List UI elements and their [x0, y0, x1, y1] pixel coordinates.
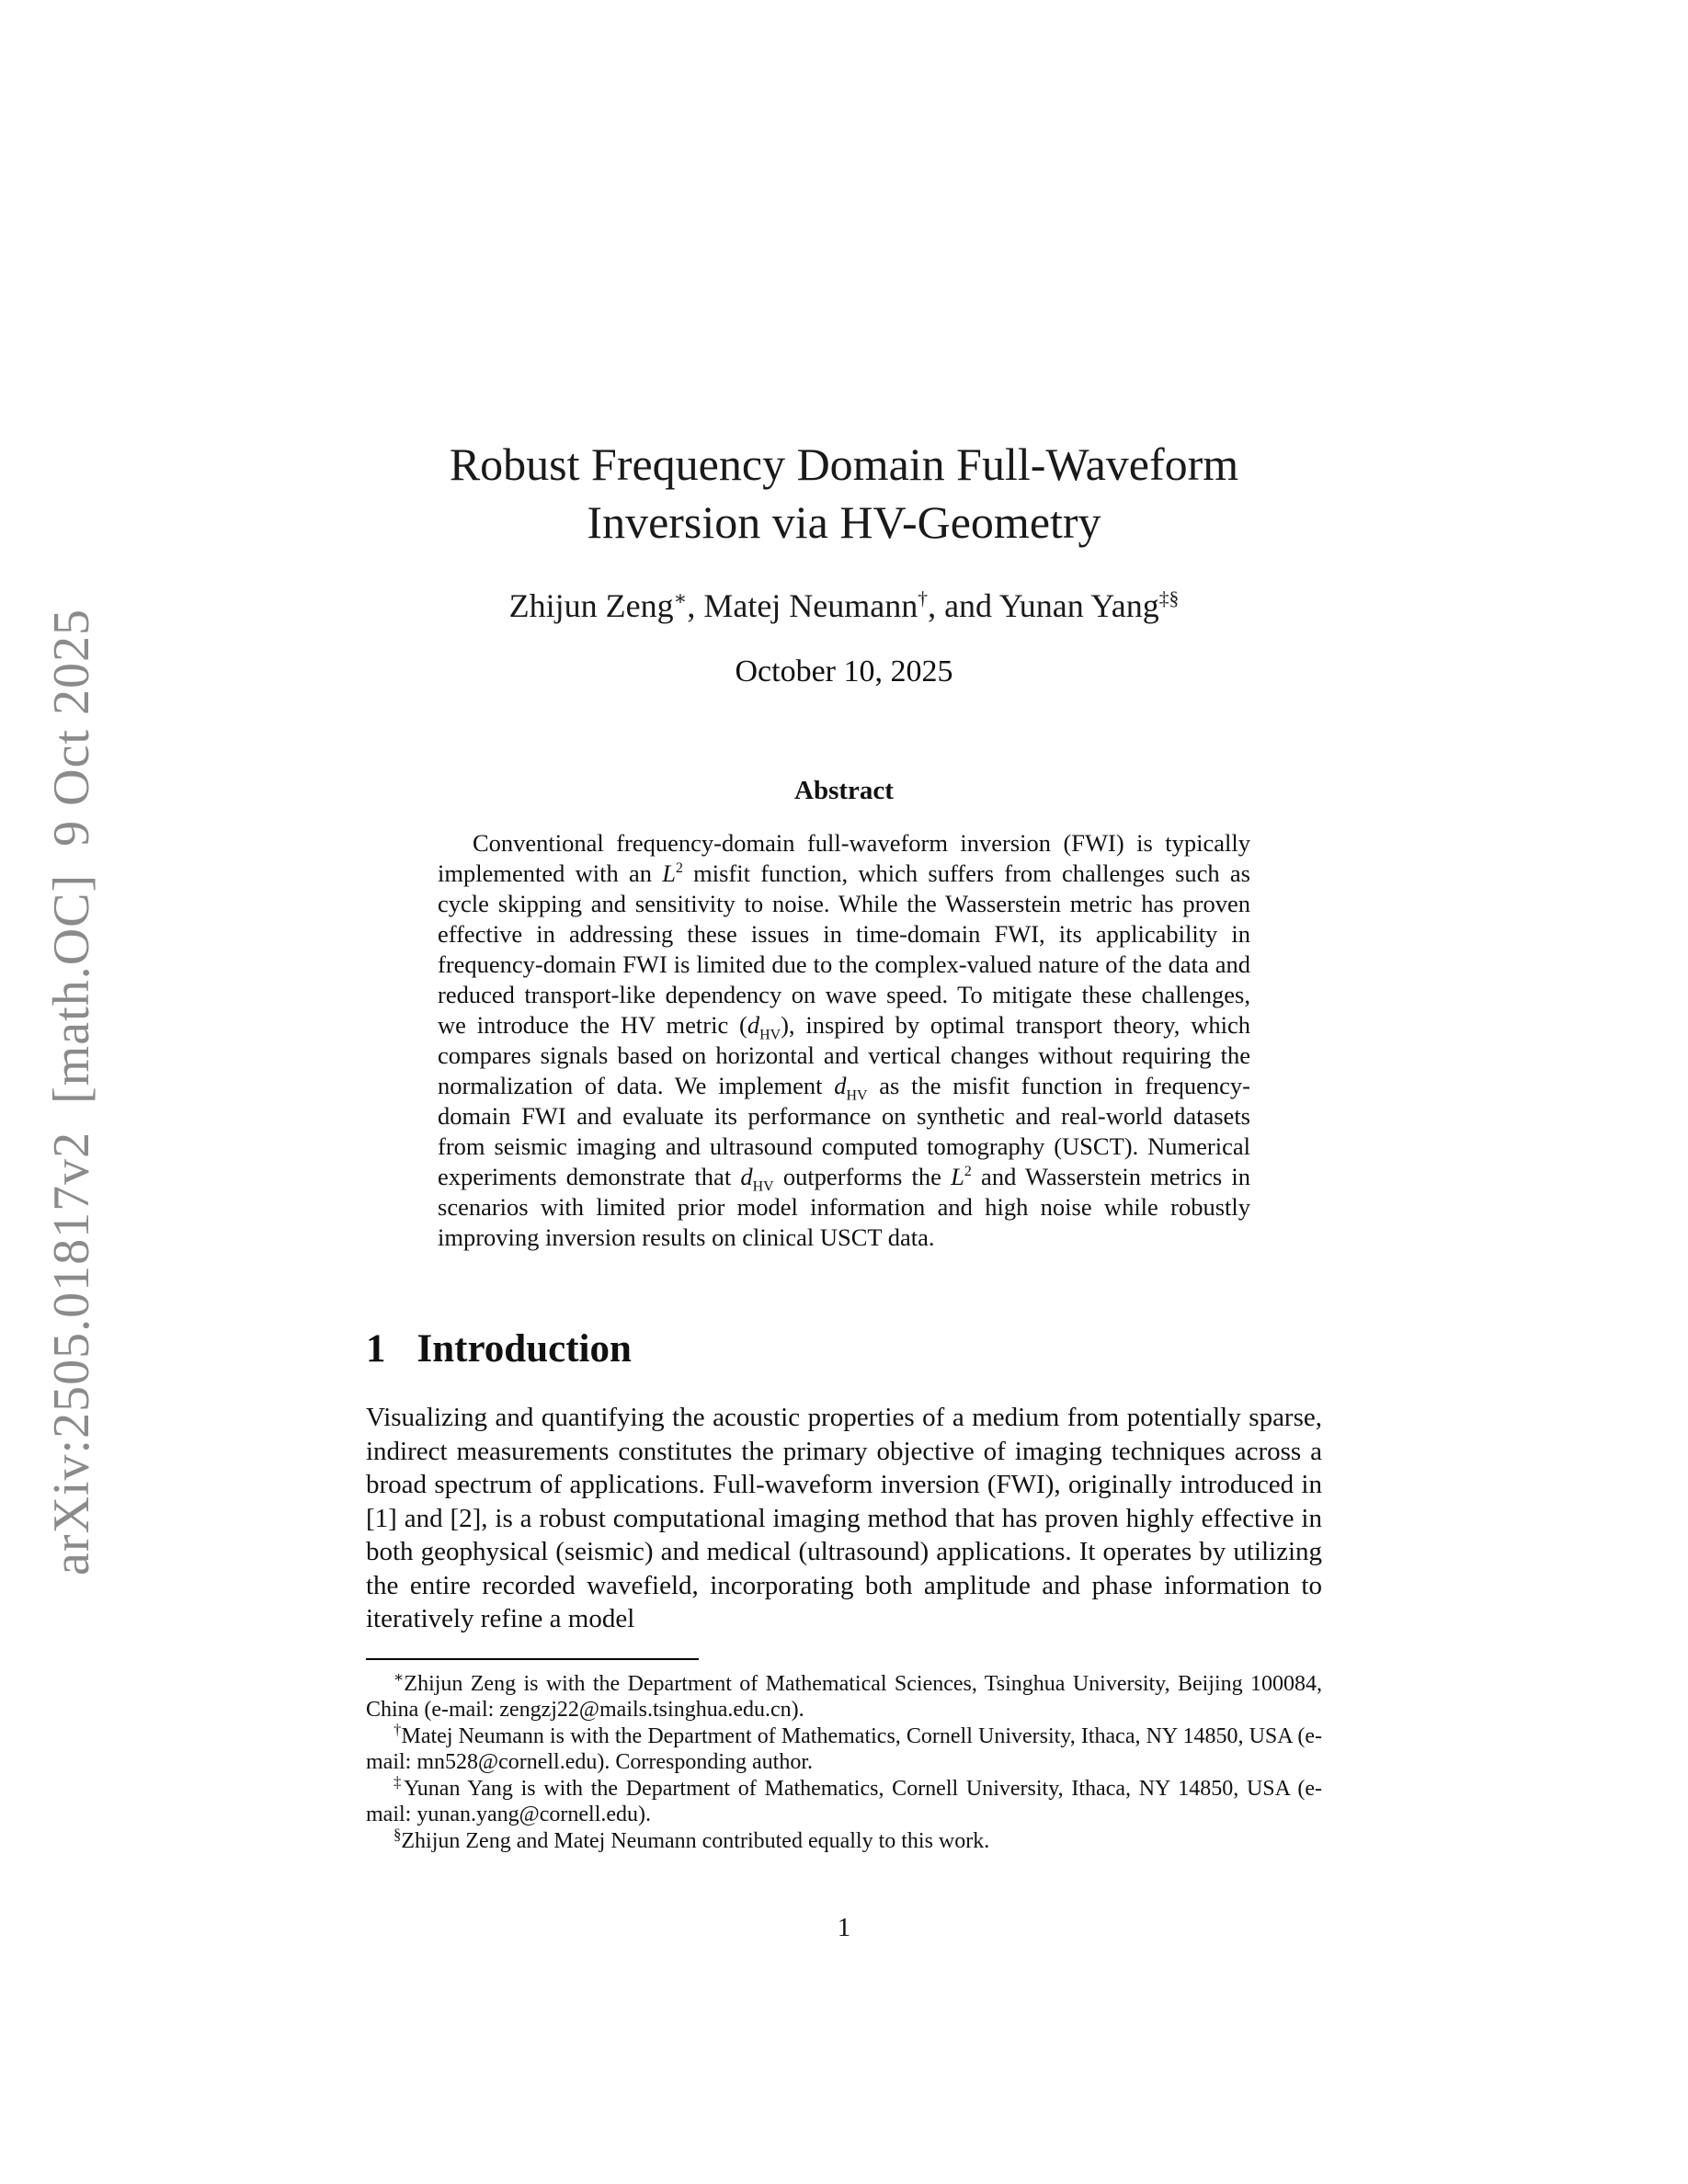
paper-title-line-1: Robust Frequency Domain Full-Waveform — [449, 438, 1239, 490]
abstract-heading: Abstract — [794, 776, 894, 805]
footnotes-block — [366, 1667, 1323, 1855]
footnote-rule — [366, 1658, 699, 1660]
footnote-text: Matej Neumann is with the Department of Mathematics, Cornell University, Ithaca, NY 14850, USA (e-mail: mn528@cornell.edu). Corresponding author. — [366, 1723, 1323, 1774]
footnote-affiliation-neumann — [366, 1720, 1323, 1776]
abstract-text: Conventional frequency-domain full-waveform inversion (FWI) is typically implemented with an $L^2$ misfit function, which suffers from challenges such as cycle skipping and sensitivity to noise. While the Wasserstein metric has proven effective in addressing these issues in time-domain FWI, its applicability in frequency-domain FWI is limited due to the complex-valued nature of the data and reduced transport-like dependency on wave speed. To mitigate these challenges, we introduce the HV metric $(d_{HV})$, inspired by optimal transport theory, which compares signals based on horizontal and vertical changes without requiring the normalization of data. We implement $d_{HV}$ as the misfit function in frequency-domain FWI and evaluate its performance on synthetic and real-world datasets from seismic imaging and ultrasound computed tomography (USCT). Numerical experiments demonstrate that $d_{HV}$ outperforms the $L^2$ and Wasserstein metrics in scenarios with limited prior model information and high noise while robustly improving inversion results on clinical USCT data. — [438, 829, 1250, 1251]
page-number: 1 — [837, 1913, 851, 1942]
section-title: Introduction — [416, 1327, 632, 1371]
paper-content — [366, 0, 1322, 1943]
footnote-marker: ‡ — [393, 1772, 405, 1791]
footnote-marker: † — [393, 1720, 402, 1738]
paper-title-line-2: Inversion via HV-Geometry — [587, 496, 1101, 548]
footnote-equal-contribution — [366, 1825, 1322, 1855]
footnote-text: Zhijun Zeng and Matej Neumann contributed equally to this work. — [401, 1828, 990, 1853]
introduction-paragraph: Visualizing and quantifying the acoustic properties of a medium from potentially sparse, indirect measurements constitutes the primary objective of imaging techniques across a broad spectrum of applications. Full-waveform inversion (FWI), originally introduced in [1] and [2], is a robust computational imaging method that has proven highly effective in both geophysical (seismic) and medical (ultrasound) applications. It operates by utilizing the entire recorded wavefield, incorporating both amplitude and phase information to iteratively refine a model — [366, 1403, 1322, 1633]
footnote-affiliation-zeng — [366, 1667, 1322, 1723]
section-number: 1 — [366, 1327, 386, 1371]
footnote-text: Yunan Yang is with the Department of Mathematics, Cornell University, Ithaca, NY 14850, USA (e-mail: yunan.yang@cornell.edu). — [366, 1776, 1323, 1826]
arxiv-watermark-text: arXiv:2505.01817v2 [math.OC] 9 Oct 2025 — [43, 609, 100, 1575]
author-byline: Zhijun Zeng∗, Matej Neumann†, and Yunan Yang‡§ — [508, 587, 1180, 624]
paper-date: October 10, 2025 — [735, 654, 953, 688]
footnote-marker: § — [393, 1825, 402, 1843]
arxiv-watermark — [24, 0, 120, 2184]
paper-title — [366, 436, 1322, 552]
section-heading-introduction — [366, 1326, 1322, 1371]
footnote-affiliation-yang — [366, 1772, 1323, 1828]
footnote-marker: ∗ — [393, 1667, 405, 1686]
footnote-text: Zhijun Zeng is with the Department of Mathematical Sciences, Tsinghua University, Beijing 100084, China (e-mail: zengzj22@mails.tsinghua.edu.cn). — [366, 1671, 1322, 1722]
